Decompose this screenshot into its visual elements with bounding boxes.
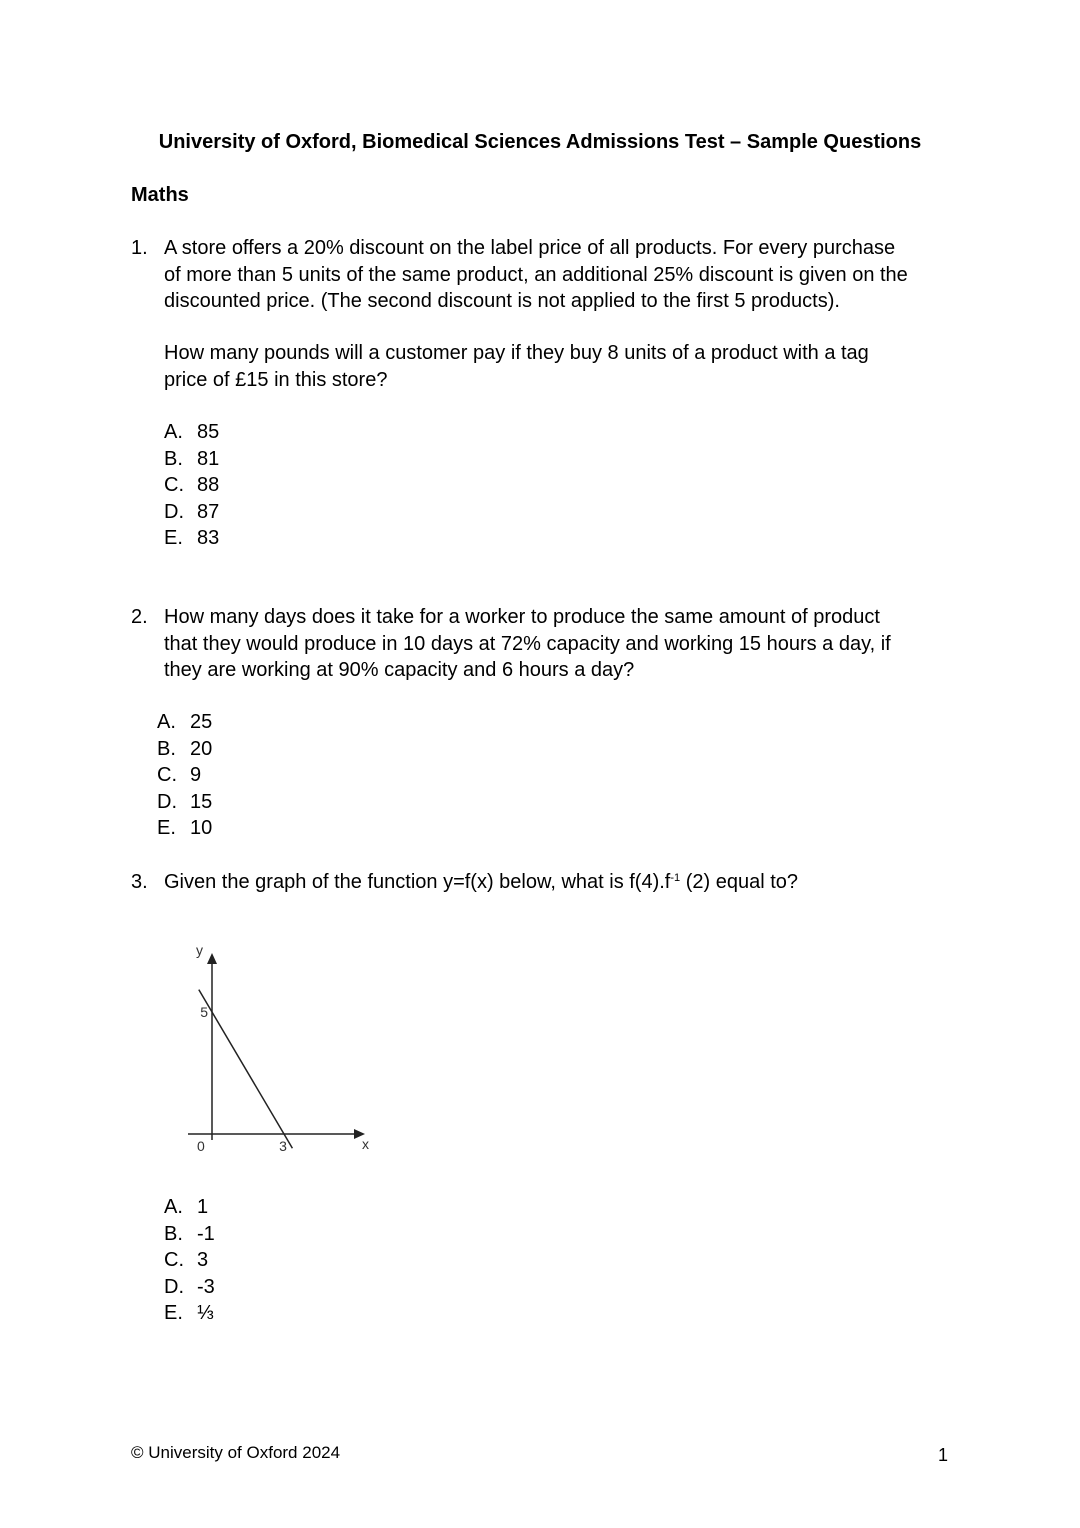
option-letter: D.: [164, 501, 184, 523]
question-text-line: they are working at 90% capacity and 6 hours a day?: [164, 659, 635, 681]
option-letter: C.: [164, 474, 184, 496]
option-letter: C.: [164, 1249, 184, 1271]
page-number: 1: [938, 1445, 949, 1465]
question-text-line: [164, 871, 798, 894]
answer-option-a: [157, 711, 212, 734]
answer-option-d: [164, 1276, 215, 1299]
y-tick-label: 5: [200, 1004, 208, 1020]
option-letter: E.: [157, 817, 176, 839]
question-number: 3.: [131, 871, 148, 893]
answer-option-b: [164, 1223, 215, 1246]
answer-option-c: [157, 764, 201, 787]
answer-option-e: [164, 1302, 214, 1325]
option-value: 83: [197, 527, 220, 549]
option-letter: D.: [157, 791, 177, 813]
option-letter: D.: [164, 1276, 184, 1298]
question-text-line: that they would produce in 10 days at 72% capacity and working 15 hours a day, if: [164, 633, 891, 655]
y-axis-arrowhead: [207, 953, 217, 964]
question-text-after: (2) equal to?: [680, 871, 799, 893]
question-text-line: A store offers a 20% discount on the label price of all products. For every purchase: [164, 237, 896, 259]
option-letter: A.: [164, 1196, 183, 1218]
option-value: 25: [190, 711, 213, 733]
option-value: ⅓: [197, 1302, 214, 1324]
option-value: 15: [190, 791, 213, 813]
origin-tick-label: 0: [197, 1138, 205, 1154]
question-number: 2.: [131, 606, 148, 628]
option-value: -1: [197, 1223, 215, 1245]
option-value: 85: [197, 421, 220, 443]
option-value: 87: [197, 501, 220, 523]
answer-option-e: [157, 817, 212, 840]
answer-option-c: [164, 1249, 208, 1272]
option-value: 3: [197, 1249, 209, 1271]
y-axis-label: y: [196, 942, 203, 958]
option-value: 88: [197, 474, 220, 496]
answer-option-d: [157, 791, 212, 814]
option-value: 20: [190, 738, 213, 760]
section-heading: Maths: [131, 184, 189, 206]
function-graph: [180, 935, 380, 1165]
answer-option-b: [157, 738, 212, 761]
function-line: [199, 990, 293, 1149]
option-letter: B.: [164, 448, 183, 470]
option-letter: C.: [157, 764, 177, 786]
x-axis-label: x: [362, 1136, 369, 1152]
question-text-line: How many days does it take for a worker to produce the same amount of product: [164, 606, 880, 628]
option-letter: E.: [164, 527, 183, 549]
answer-option-c: [164, 474, 219, 497]
option-value: 9: [190, 764, 202, 786]
option-value: 10: [190, 817, 213, 839]
option-value: 81: [197, 448, 220, 470]
question-text-before: Given the graph of the function y=f(x) below, what is f(4).f: [164, 871, 671, 893]
option-letter: B.: [157, 738, 176, 760]
question-prompt-line: How many pounds will a customer pay if they buy 8 units of a product with a tag: [164, 342, 869, 364]
option-letter: E.: [164, 1302, 183, 1324]
answer-option-b: [164, 448, 219, 471]
answer-option-a: [164, 421, 219, 444]
question-text-line: discounted price. (The second discount is not applied to the first 5 products).: [164, 290, 840, 312]
answer-option-a: [164, 1196, 208, 1219]
answer-option-d: [164, 501, 219, 524]
copyright-notice: © University of Oxford 2024: [131, 1443, 341, 1462]
question-prompt-line: price of £15 in this store?: [164, 369, 388, 391]
option-letter: A.: [157, 711, 176, 733]
answer-option-e: [164, 527, 219, 550]
question-text-line: of more than 5 units of the same product, an additional 25% discount is given on the: [164, 264, 908, 286]
question-number: 1.: [131, 237, 148, 259]
inverse-superscript: -1: [670, 872, 681, 884]
option-value: -3: [197, 1276, 215, 1298]
option-letter: B.: [164, 1223, 183, 1245]
option-letter: A.: [164, 421, 183, 443]
page-title: University of Oxford, Biomedical Sciences Admissions Test – Sample Questions: [158, 131, 922, 153]
option-value: 1: [197, 1196, 209, 1218]
x-tick-label: 3: [279, 1138, 287, 1154]
